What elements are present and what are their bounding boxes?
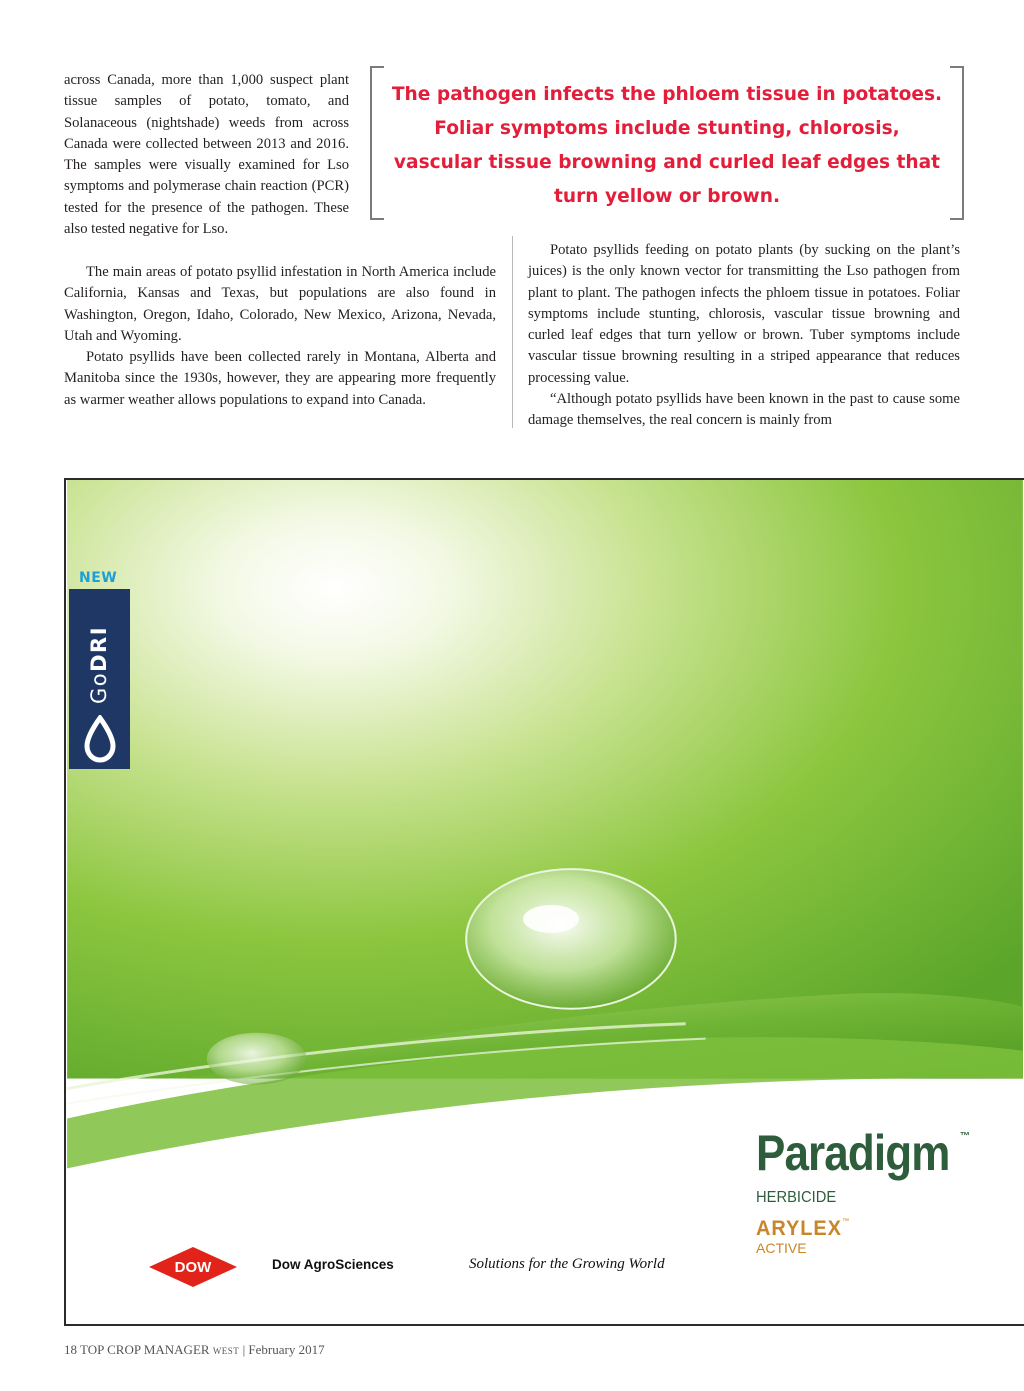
company-tagline: Solutions for the Growing World [469,1256,665,1272]
article-col2-para2: “Although potato psyllids have been known in the past to cause some damage themselves, the real concern is mainly from [528,391,960,429]
page-number: 18 [64,1342,77,1357]
article-col2-para1: Potato psyllids feeding on potato plants (by sucking on the plant’s juices) is the only known vector for transmitting the Lso pathogen from plant to plant. The pathogen infects the phloem tissue in potatoes. Foliar symptoms include stunting, chlorosis, vascular tissue browning and curled leaf edges that turn yellow or brown. Tuber symptoms include vascular tissue browning resulting in a striped appearance that reduces processing value. [528,242,960,386]
product-type: HERBICIDE [756,1189,837,1206]
pull-quote [370,66,964,216]
page-footer [64,1342,325,1358]
edition-label: WEST [212,1346,240,1356]
issue-date: February 2017 [248,1342,325,1357]
company-name: Dow AgroSciences [272,1257,394,1272]
article-col1-continued [64,262,496,411]
dow-diamond-logo [146,1245,240,1289]
magazine-title: TOP CROP MANAGER [80,1342,210,1357]
paradigm-advertisement[interactable] [64,478,1024,1326]
svg-text:DOW: DOW [174,1259,212,1276]
article-col1-para3: Potato psyllids have been collected rarely in Montana, Alberta and Manitoba since the 1930s, however, they are appearing more frequently as warmer weather allows populations to expand into Canada. [64,349,496,408]
right-bracket [950,66,964,220]
godri-wordmark: GoDRI [87,625,111,705]
footer-separator: | [242,1342,246,1357]
article-col1-top: across Canada, more than 1,000 suspect plant tissue samples of potato, tomato, and Solanaceous (nightshade) weeds from across Canada were collected between 2013 and 2016. The samples were visually examined for Lso symptoms and polymerase chain reaction (PCR) tested for the presence of the pathogen. These also tested negative for Lso. [64,72,349,238]
arylex-active-label: ACTIVE [756,1240,807,1256]
article-col2 [528,240,960,432]
arylex-brand: ARYLEX [756,1217,842,1240]
article-col1-para2: The main areas of potato psyllid infestation in North America include California, Kansas and Texas, but populations are also found in Washington, Oregon, Idaho, Colorado, New Mexico, Arizona, Nevada, Utah and Wyoming. [64,264,496,344]
new-badge: NEW [79,570,118,586]
trademark-symbol: ™ [960,1131,970,1142]
left-bracket [370,66,384,220]
column-divider [512,236,513,428]
arylex-trademark: ™ [842,1218,849,1225]
water-drop-icon [81,715,119,763]
dewdrop-leaf-image [66,480,1024,1324]
godri-badge [69,589,130,769]
pull-quote-text: The pathogen infects the phloem tissue in potatoes. Foliar symptoms include stunting, chlorosis, vascular tissue browning and curled leaf edges that turn yellow or brown. [391,84,943,207]
product-name: Paradigm [756,1125,950,1181]
